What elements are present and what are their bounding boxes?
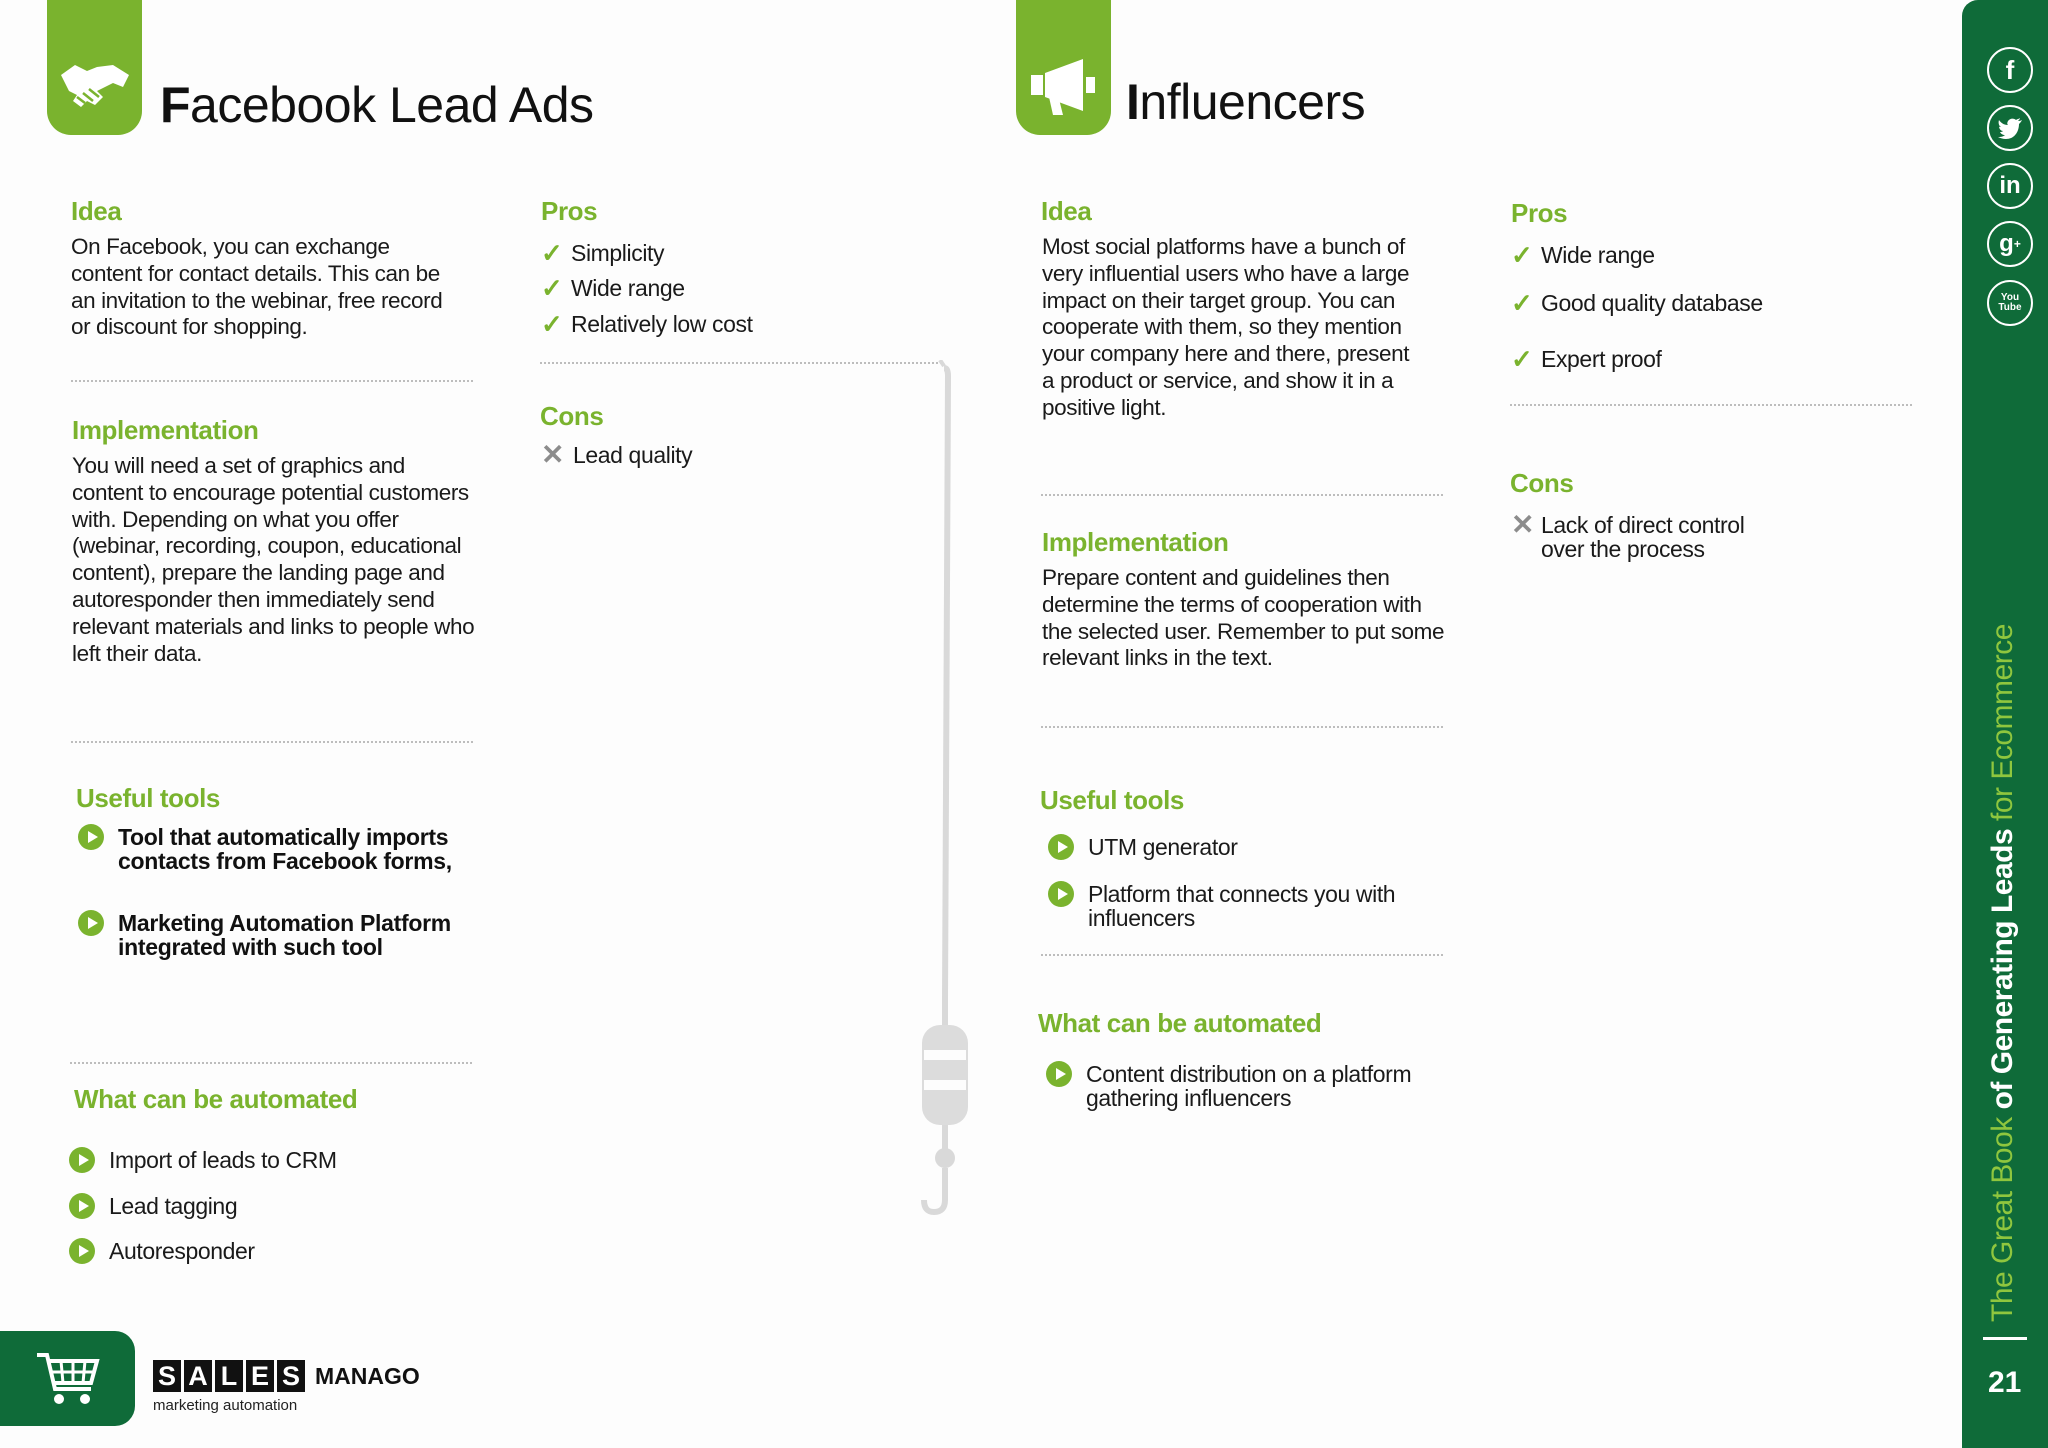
list-item: UTM generator xyxy=(1048,835,1237,860)
divider xyxy=(1041,726,1443,728)
shopping-cart-icon xyxy=(35,1349,101,1409)
list-item: Content distribution on a platform gathering influencers xyxy=(1046,1062,1411,1110)
play-bullet-icon xyxy=(1048,834,1074,860)
page-number: 21 xyxy=(1988,1366,2022,1399)
check-icon: ✓ xyxy=(541,273,563,303)
list-item: ✓ Expert proof xyxy=(1511,344,1662,374)
list-item: ✕ Lack of direct control over the process xyxy=(1511,509,1745,562)
heading-pros-right: Pros xyxy=(1511,198,1568,228)
heading-pros-left: Pros xyxy=(541,196,598,226)
heading-cons-right: Cons xyxy=(1510,468,1574,498)
list-item: Lead tagging xyxy=(69,1194,237,1219)
divider xyxy=(1510,404,1912,406)
check-icon: ✓ xyxy=(541,309,563,339)
cross-icon: ✕ xyxy=(541,439,565,470)
heading-idea-right: Idea xyxy=(1041,196,1092,226)
list-item: Autoresponder xyxy=(69,1239,255,1264)
implementation-text-left: You will need a set of graphics and content to encourage potential customers with. Depending on what you offer (webinar, recording, coupon, educational content), prepare the landing page and autoresponder then immediately send relevant materials and links to people who left their data. xyxy=(72,453,475,666)
list-item: ✓ Wide range xyxy=(1511,240,1655,270)
handshake-icon xyxy=(57,57,133,117)
divider xyxy=(71,380,473,382)
implementation-text-right: Prepare content and guidelines then determine the terms of cooperation with the selected user. Remember to put some relevant links in the text. xyxy=(1042,565,1445,671)
check-icon: ✓ xyxy=(1511,344,1533,374)
divider xyxy=(1983,1337,2027,1340)
idea-text-right: Most social platforms have a bunch of very influential users who have a large impact on their target group. You can cooperate with them, so they mention your company here and there, present a product or service, and show it in a positive light. xyxy=(1042,234,1410,420)
idea-text-left: On Facebook, you can exchange content for contact details. This can be an invitation to the webinar, free record or discount for shopping. xyxy=(71,234,443,340)
heading-automated-right: What can be automated xyxy=(1038,1008,1322,1038)
divider xyxy=(1041,494,1443,496)
megaphone-tab xyxy=(1016,0,1111,135)
heading-implementation-left: Implementation xyxy=(72,415,259,445)
play-bullet-icon xyxy=(78,910,104,936)
divider xyxy=(71,741,473,743)
list-item: ✓ Simplicity xyxy=(541,238,665,268)
heading-idea-left: Idea xyxy=(71,196,122,226)
page-title-left: Facebook Lead Ads xyxy=(160,77,594,133)
list-item: Tool that automatically imports contacts from Facebook forms, xyxy=(78,825,452,873)
cart-badge xyxy=(0,1331,135,1426)
divider xyxy=(540,362,942,364)
divider xyxy=(1041,954,1443,956)
list-item: ✕ Lead quality xyxy=(541,439,693,470)
megaphone-icon xyxy=(1029,55,1099,117)
play-bullet-icon xyxy=(78,824,104,850)
heading-automated-left: What can be automated xyxy=(74,1084,358,1114)
list-item: Import of leads to CRM xyxy=(69,1148,337,1173)
play-bullet-icon xyxy=(1046,1061,1072,1087)
heading-useful-tools-left: Useful tools xyxy=(76,783,220,813)
handshake-tab xyxy=(47,0,142,135)
check-icon: ✓ xyxy=(1511,288,1533,318)
youtube-icon[interactable]: You Tube xyxy=(1987,280,2033,326)
list-item: ✓ Good quality database xyxy=(1511,288,1763,318)
divider xyxy=(70,1062,472,1064)
cross-icon: ✕ xyxy=(1511,509,1535,540)
list-item: ✓ Wide range xyxy=(541,273,685,303)
google-plus-icon[interactable]: g + xyxy=(1987,221,2033,267)
linkedin-icon[interactable]: in xyxy=(1987,163,2033,209)
check-icon: ✓ xyxy=(541,238,563,268)
list-item: Marketing Automation Platform integrated with such tool xyxy=(78,911,451,959)
heading-implementation-right: Implementation xyxy=(1042,527,1229,557)
heading-cons-left: Cons xyxy=(540,401,604,431)
twitter-icon[interactable] xyxy=(1987,105,2033,151)
brand-tagline: marketing automation xyxy=(153,1397,298,1414)
list-item: ✓ Relatively low cost xyxy=(541,309,753,339)
play-bullet-icon xyxy=(69,1238,95,1264)
list-item: Platform that connects you with influencers xyxy=(1048,882,1395,930)
facebook-icon[interactable]: f xyxy=(1987,47,2033,93)
sales-manago-logo: S A L E S MANAGO xyxy=(153,1360,420,1392)
book-title: The Great Book of Generating Leads for Ecommerce xyxy=(1986,624,2019,1322)
page-title-right: Influencers xyxy=(1126,74,1366,130)
check-icon: ✓ xyxy=(1511,240,1533,270)
play-bullet-icon xyxy=(69,1193,95,1219)
play-bullet-icon xyxy=(69,1147,95,1173)
play-bullet-icon xyxy=(1048,881,1074,907)
heading-useful-tools-right: Useful tools xyxy=(1040,785,1184,815)
hook-decoration-icon xyxy=(910,360,970,1220)
